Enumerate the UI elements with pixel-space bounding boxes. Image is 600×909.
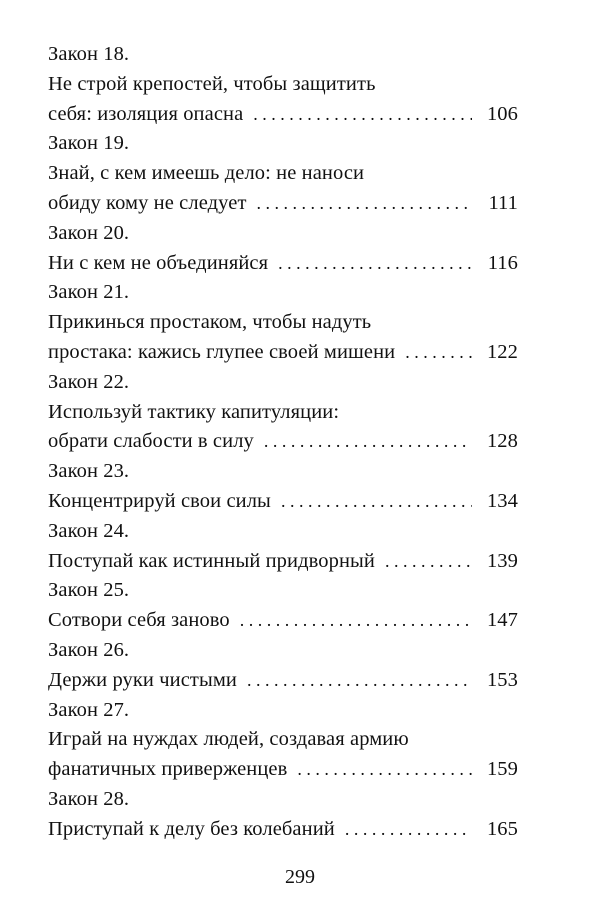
toc-entry [48,278,518,367]
dot-leader [240,606,472,636]
law-heading: Закон 20. [48,221,130,244]
toc-entry [48,696,518,785]
toc-title-row [48,427,518,457]
toc-entry [48,785,518,845]
toc-entry [48,219,518,279]
toc-title-row [48,189,518,219]
toc-entry [48,636,518,696]
law-title-last-line: Концентрируй свои силы [48,489,271,512]
toc-entry [48,368,518,457]
toc-title-row [48,249,518,279]
dot-leader [405,338,472,368]
law-heading: Закон 21. [48,281,130,304]
law-heading: Закон 24. [48,519,130,542]
toc-entry [48,517,518,577]
law-heading: Закон 22. [48,370,130,393]
law-title-last-line: Приступай к делу без колебаний [48,817,335,840]
law-title-last-line: фанатичных приверженцев [48,758,288,781]
toc-entry [48,129,518,218]
toc-title-row [48,606,518,636]
dot-leader [281,487,472,517]
dot-leader [253,100,472,130]
toc-page-number: 134 [486,489,518,512]
law-title-last-line: Поступай как истинный придворный [48,549,375,572]
law-title-line: Прикинься простаком, чтобы надуть [48,311,372,334]
toc-page-number: 122 [486,340,518,363]
toc-page-number: 111 [488,191,518,214]
toc-title-row [48,100,518,130]
dot-leader [385,547,472,577]
law-heading: Закон 28. [48,787,130,810]
law-title-line: Знай, с кем имеешь дело: не наноси [48,162,365,185]
toc-page-number: 116 [487,251,518,274]
law-title-last-line: простака: кажись глупее своей мишени [48,340,396,363]
law-title-last-line: обрати слабости в силу [48,430,254,453]
page-number: 299 [285,866,315,888]
law-heading: Закон 26. [48,638,130,661]
toc-title-row [48,487,518,517]
law-title-line: Используй тактику капитуляции: [48,400,340,423]
dot-leader [297,755,472,785]
law-title-last-line: себя: изоляция опасна [48,102,244,125]
toc-entry [48,457,518,517]
toc-page-number: 165 [486,817,518,840]
law-heading: Закон 23. [48,460,130,483]
law-heading: Закон 19. [48,132,130,155]
law-title-last-line: Ни с кем не объединяйся [48,251,269,274]
toc-page-number: 159 [486,758,518,781]
toc-title-row [48,666,518,696]
law-title-last-line: Сотвори себя заново [48,609,230,632]
law-heading: Закон 25. [48,579,130,602]
table-of-contents [48,40,518,845]
toc-title-row [48,547,518,577]
law-heading: Закон 18. [48,43,130,65]
dot-leader [257,189,472,219]
toc-entry [48,40,518,129]
toc-page-number: 153 [486,668,518,691]
dot-leader [345,815,472,845]
law-title-line: Не строй крепостей, чтобы защитить [48,72,376,95]
toc-page-number: 106 [486,102,518,125]
dot-leader [264,427,472,457]
law-title-last-line: Держи руки чистыми [48,668,237,691]
toc-page-number: 147 [486,609,518,632]
toc-entry [48,576,518,636]
toc-title-row [48,815,518,845]
toc-title-row [48,338,518,368]
toc-page-number: 128 [486,430,518,453]
toc-title-row [48,755,518,785]
dot-leader [247,666,472,696]
toc-page-number: 139 [486,549,518,572]
dot-leader [278,249,472,279]
law-heading: Закон 27. [48,698,130,721]
law-title-last-line: обиду кому не следует [48,191,247,214]
law-title-line: Играй на нуждах людей, создавая армию [48,728,409,751]
